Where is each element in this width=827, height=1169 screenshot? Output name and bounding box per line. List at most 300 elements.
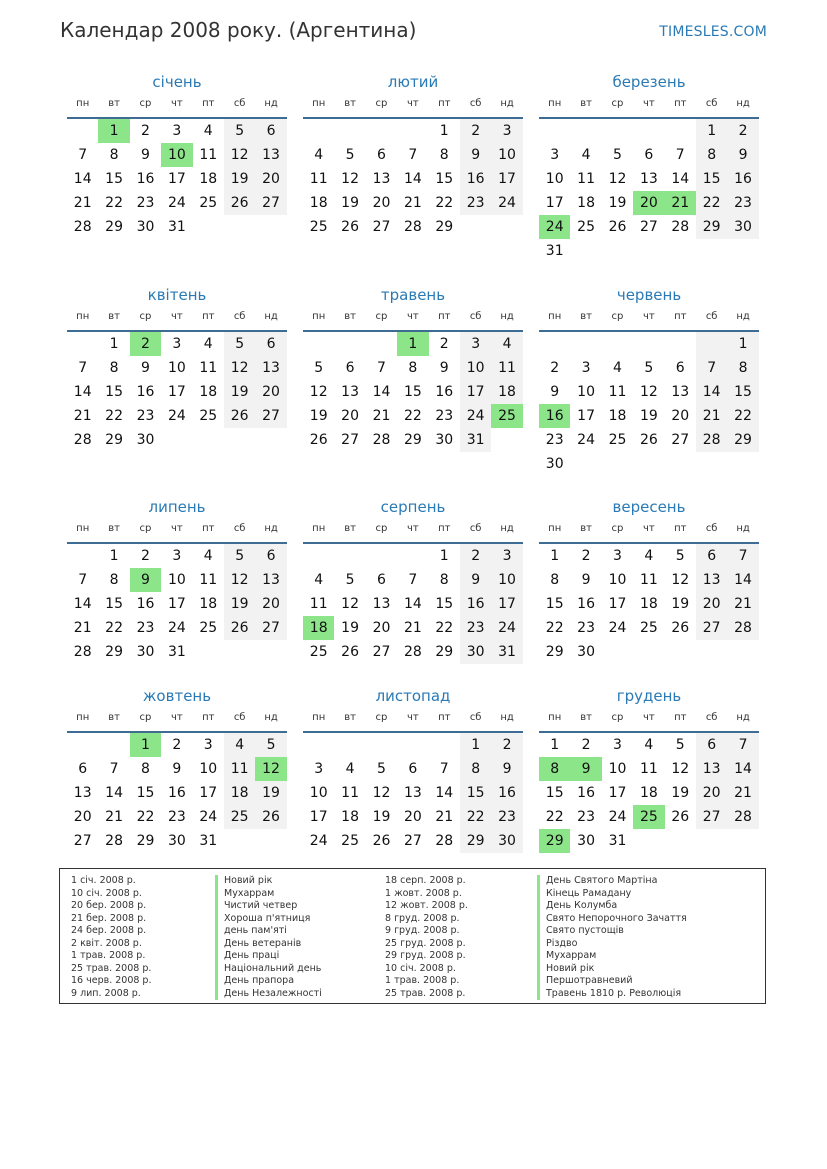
day-cell[interactable]: 4 bbox=[203, 548, 213, 564]
day-cell[interactable]: 4 bbox=[491, 332, 522, 356]
day-cell[interactable]: 25 bbox=[633, 805, 664, 829]
day-cell[interactable]: 16 bbox=[136, 384, 155, 400]
day-cell[interactable]: 30 bbox=[491, 829, 522, 853]
day-cell[interactable]: 10 bbox=[577, 384, 595, 400]
day-cell[interactable]: 29 bbox=[105, 644, 123, 660]
day-cell[interactable]: 13 bbox=[73, 785, 92, 801]
day-cell[interactable]: 27 bbox=[696, 616, 727, 640]
day-cell[interactable]: 17 bbox=[460, 380, 491, 404]
day-cell[interactable]: 11 bbox=[199, 360, 218, 376]
day-cell[interactable]: 18 bbox=[608, 408, 627, 424]
day-cell[interactable]: 21 bbox=[665, 191, 696, 215]
day-cell[interactable]: 9 bbox=[141, 360, 150, 376]
day-cell[interactable]: 12 bbox=[224, 568, 255, 592]
day-cell[interactable]: 2 bbox=[727, 119, 758, 143]
day-cell[interactable]: 18 bbox=[577, 195, 595, 211]
day-cell[interactable]: 25 bbox=[341, 833, 359, 849]
day-cell[interactable]: 12 bbox=[224, 143, 255, 167]
day-cell[interactable]: 27 bbox=[341, 432, 359, 448]
day-cell[interactable]: 24 bbox=[460, 404, 491, 428]
day-cell[interactable]: 19 bbox=[224, 592, 255, 616]
day-cell[interactable]: 6 bbox=[255, 332, 286, 356]
day-cell[interactable]: 1 bbox=[397, 332, 428, 356]
day-cell[interactable]: 29 bbox=[105, 432, 123, 448]
day-cell[interactable]: 21 bbox=[372, 408, 391, 424]
day-cell[interactable]: 23 bbox=[460, 191, 491, 215]
day-cell[interactable]: 13 bbox=[255, 568, 286, 592]
day-cell[interactable]: 23 bbox=[167, 809, 186, 825]
day-cell[interactable]: 29 bbox=[435, 644, 454, 660]
day-cell[interactable]: 9 bbox=[727, 143, 758, 167]
day-cell[interactable]: 28 bbox=[73, 432, 92, 448]
day-cell[interactable]: 1 bbox=[550, 737, 560, 753]
day-cell[interactable]: 5 bbox=[345, 147, 355, 163]
day-cell[interactable]: 2 bbox=[130, 332, 161, 356]
day-cell[interactable]: 9 bbox=[460, 568, 491, 592]
day-cell[interactable]: 5 bbox=[314, 360, 324, 376]
day-cell[interactable]: 19 bbox=[372, 809, 391, 825]
day-cell[interactable]: 9 bbox=[550, 384, 560, 400]
day-cell[interactable]: 6 bbox=[255, 544, 286, 568]
day-cell[interactable]: 18 bbox=[199, 384, 218, 400]
day-cell[interactable]: 1 bbox=[727, 332, 758, 356]
day-cell[interactable]: 16 bbox=[460, 592, 491, 616]
day-cell[interactable]: 10 bbox=[491, 143, 522, 167]
day-cell[interactable]: 13 bbox=[671, 384, 690, 400]
day-cell[interactable]: 2 bbox=[141, 548, 150, 564]
day-cell[interactable]: 4 bbox=[224, 733, 255, 757]
day-cell[interactable]: 27 bbox=[255, 616, 286, 640]
day-cell[interactable]: 19 bbox=[639, 408, 658, 424]
day-cell[interactable]: 12 bbox=[671, 572, 690, 588]
day-cell[interactable]: 3 bbox=[550, 147, 560, 163]
day-cell[interactable]: 28 bbox=[671, 219, 690, 235]
day-cell[interactable]: 22 bbox=[105, 408, 123, 424]
day-cell[interactable]: 11 bbox=[224, 757, 255, 781]
day-cell[interactable]: 14 bbox=[403, 171, 422, 187]
day-cell[interactable]: 26 bbox=[255, 805, 286, 829]
day-cell[interactable]: 7 bbox=[439, 761, 449, 777]
day-cell[interactable]: 5 bbox=[377, 761, 386, 777]
day-cell[interactable]: 23 bbox=[136, 620, 155, 636]
day-cell[interactable]: 14 bbox=[435, 785, 454, 801]
day-cell[interactable]: 10 bbox=[608, 761, 627, 777]
day-cell[interactable]: 24 bbox=[167, 408, 186, 424]
day-cell[interactable]: 28 bbox=[727, 616, 758, 640]
day-cell[interactable]: 25 bbox=[199, 408, 218, 424]
day-cell[interactable]: 1 bbox=[439, 548, 449, 564]
day-cell[interactable]: 25 bbox=[199, 195, 218, 211]
day-cell[interactable]: 5 bbox=[224, 119, 255, 143]
day-cell[interactable]: 2 bbox=[460, 544, 491, 568]
day-cell[interactable]: 30 bbox=[435, 432, 454, 448]
day-cell[interactable]: 3 bbox=[491, 119, 522, 143]
day-cell[interactable]: 17 bbox=[545, 195, 564, 211]
day-cell[interactable]: 15 bbox=[136, 785, 155, 801]
day-cell[interactable]: 27 bbox=[372, 219, 391, 235]
day-cell[interactable]: 20 bbox=[255, 167, 286, 191]
day-cell[interactable]: 22 bbox=[435, 195, 454, 211]
day-cell[interactable]: 30 bbox=[460, 640, 491, 664]
day-cell[interactable]: 11 bbox=[309, 171, 328, 187]
day-cell[interactable]: 21 bbox=[403, 195, 422, 211]
day-cell[interactable]: 28 bbox=[403, 644, 422, 660]
day-cell[interactable]: 7 bbox=[109, 761, 119, 777]
day-cell[interactable]: 2 bbox=[172, 737, 182, 753]
day-cell[interactable]: 14 bbox=[73, 171, 92, 187]
day-cell[interactable]: 24 bbox=[491, 616, 522, 640]
day-cell[interactable]: 2 bbox=[439, 336, 449, 352]
day-cell[interactable]: 18 bbox=[199, 171, 218, 187]
day-cell[interactable]: 25 bbox=[608, 432, 627, 448]
day-cell[interactable]: 3 bbox=[172, 123, 182, 139]
day-cell[interactable]: 29 bbox=[460, 829, 491, 853]
day-cell[interactable]: 7 bbox=[78, 360, 88, 376]
day-cell[interactable]: 20 bbox=[671, 408, 690, 424]
day-cell[interactable]: 6 bbox=[675, 360, 685, 376]
day-cell[interactable]: 15 bbox=[403, 384, 422, 400]
day-cell[interactable]: 13 bbox=[696, 757, 727, 781]
day-cell[interactable]: 8 bbox=[109, 572, 119, 588]
day-cell[interactable]: 16 bbox=[539, 404, 570, 428]
day-cell[interactable]: 4 bbox=[345, 761, 355, 777]
day-cell[interactable]: 9 bbox=[130, 568, 161, 592]
day-cell[interactable]: 31 bbox=[167, 644, 186, 660]
day-cell[interactable]: 26 bbox=[224, 191, 255, 215]
day-cell[interactable]: 8 bbox=[727, 356, 758, 380]
day-cell[interactable]: 4 bbox=[314, 572, 324, 588]
day-cell[interactable]: 17 bbox=[167, 384, 186, 400]
day-cell[interactable]: 26 bbox=[224, 616, 255, 640]
day-cell[interactable]: 17 bbox=[577, 408, 595, 424]
day-cell[interactable]: 29 bbox=[105, 219, 123, 235]
day-cell[interactable]: 29 bbox=[136, 833, 155, 849]
day-cell[interactable]: 24 bbox=[309, 833, 328, 849]
day-cell[interactable]: 16 bbox=[460, 167, 491, 191]
day-cell[interactable]: 20 bbox=[372, 195, 391, 211]
day-cell[interactable]: 20 bbox=[341, 408, 359, 424]
day-cell[interactable]: 17 bbox=[608, 785, 627, 801]
day-cell[interactable]: 15 bbox=[545, 785, 564, 801]
day-cell[interactable]: 7 bbox=[377, 360, 386, 376]
day-cell[interactable]: 21 bbox=[73, 620, 92, 636]
day-cell[interactable]: 12 bbox=[309, 384, 328, 400]
day-cell[interactable]: 17 bbox=[167, 596, 186, 612]
day-cell[interactable]: 31 bbox=[460, 428, 491, 452]
day-cell[interactable]: 14 bbox=[105, 785, 123, 801]
day-cell[interactable]: 23 bbox=[460, 616, 491, 640]
day-cell[interactable]: 14 bbox=[372, 384, 391, 400]
day-cell[interactable]: 18 bbox=[341, 809, 359, 825]
day-cell[interactable]: 24 bbox=[577, 432, 595, 448]
day-cell[interactable]: 19 bbox=[608, 195, 627, 211]
day-cell[interactable]: 23 bbox=[435, 408, 454, 424]
day-cell[interactable]: 26 bbox=[341, 644, 359, 660]
day-cell[interactable]: 26 bbox=[608, 219, 627, 235]
day-cell[interactable]: 5 bbox=[224, 544, 255, 568]
day-cell[interactable]: 21 bbox=[727, 592, 758, 616]
day-cell[interactable]: 15 bbox=[105, 596, 123, 612]
day-cell[interactable]: 16 bbox=[167, 785, 186, 801]
day-cell[interactable]: 28 bbox=[73, 219, 92, 235]
day-cell[interactable]: 23 bbox=[136, 408, 155, 424]
day-cell[interactable]: 30 bbox=[167, 833, 186, 849]
day-cell[interactable]: 5 bbox=[675, 548, 685, 564]
day-cell[interactable]: 14 bbox=[727, 568, 758, 592]
day-cell[interactable]: 21 bbox=[105, 809, 123, 825]
day-cell[interactable]: 2 bbox=[141, 123, 150, 139]
day-cell[interactable]: 15 bbox=[435, 171, 454, 187]
day-cell[interactable]: 22 bbox=[696, 191, 727, 215]
day-cell[interactable]: 26 bbox=[372, 833, 391, 849]
day-cell[interactable]: 27 bbox=[255, 404, 286, 428]
day-cell[interactable]: 16 bbox=[136, 596, 155, 612]
day-cell[interactable]: 18 bbox=[639, 785, 658, 801]
day-cell[interactable]: 15 bbox=[727, 380, 758, 404]
day-cell[interactable]: 2 bbox=[581, 737, 591, 753]
day-cell[interactable]: 22 bbox=[105, 195, 123, 211]
day-cell[interactable]: 1 bbox=[460, 733, 491, 757]
day-cell[interactable]: 30 bbox=[577, 833, 595, 849]
day-cell[interactable]: 13 bbox=[639, 171, 658, 187]
day-cell[interactable]: 28 bbox=[105, 833, 123, 849]
day-cell[interactable]: 7 bbox=[696, 356, 727, 380]
day-cell[interactable]: 16 bbox=[727, 167, 758, 191]
day-cell[interactable]: 25 bbox=[309, 219, 328, 235]
day-cell[interactable]: 25 bbox=[309, 644, 328, 660]
day-cell[interactable]: 4 bbox=[314, 147, 324, 163]
day-cell[interactable]: 7 bbox=[408, 147, 418, 163]
day-cell[interactable]: 20 bbox=[696, 592, 727, 616]
day-cell[interactable]: 3 bbox=[314, 761, 324, 777]
day-cell[interactable]: 24 bbox=[167, 195, 186, 211]
day-cell[interactable]: 8 bbox=[539, 757, 570, 781]
day-cell[interactable]: 23 bbox=[577, 620, 595, 636]
day-cell[interactable]: 27 bbox=[255, 191, 286, 215]
day-cell[interactable]: 15 bbox=[696, 167, 727, 191]
day-cell[interactable]: 9 bbox=[570, 757, 601, 781]
day-cell[interactable]: 11 bbox=[577, 171, 595, 187]
day-cell[interactable]: 13 bbox=[696, 568, 727, 592]
day-cell[interactable]: 24 bbox=[491, 191, 522, 215]
day-cell[interactable]: 27 bbox=[696, 805, 727, 829]
day-cell[interactable]: 27 bbox=[372, 644, 391, 660]
day-cell[interactable]: 30 bbox=[545, 456, 564, 472]
day-cell[interactable]: 23 bbox=[727, 191, 758, 215]
day-cell[interactable]: 8 bbox=[141, 761, 150, 777]
day-cell[interactable]: 16 bbox=[491, 781, 522, 805]
day-cell[interactable]: 5 bbox=[644, 360, 654, 376]
day-cell[interactable]: 11 bbox=[608, 384, 627, 400]
day-cell[interactable]: 13 bbox=[255, 356, 286, 380]
day-cell[interactable]: 11 bbox=[639, 761, 658, 777]
day-cell[interactable]: 27 bbox=[671, 432, 690, 448]
day-cell[interactable]: 5 bbox=[613, 147, 622, 163]
day-cell[interactable]: 30 bbox=[136, 432, 155, 448]
day-cell[interactable]: 8 bbox=[439, 572, 449, 588]
day-cell[interactable]: 10 bbox=[167, 572, 186, 588]
day-cell[interactable]: 14 bbox=[727, 757, 758, 781]
day-cell[interactable]: 22 bbox=[435, 620, 454, 636]
day-cell[interactable]: 30 bbox=[136, 644, 155, 660]
day-cell[interactable]: 8 bbox=[696, 143, 727, 167]
day-cell[interactable]: 9 bbox=[141, 147, 150, 163]
day-cell[interactable]: 14 bbox=[696, 380, 727, 404]
day-cell[interactable]: 28 bbox=[372, 432, 391, 448]
day-cell[interactable]: 13 bbox=[255, 143, 286, 167]
day-cell[interactable]: 3 bbox=[172, 548, 182, 564]
day-cell[interactable]: 27 bbox=[73, 833, 92, 849]
day-cell[interactable]: 23 bbox=[577, 809, 595, 825]
day-cell[interactable]: 1 bbox=[109, 548, 119, 564]
day-cell[interactable]: 29 bbox=[545, 644, 564, 660]
day-cell[interactable]: 1 bbox=[696, 119, 727, 143]
day-cell[interactable]: 16 bbox=[136, 171, 155, 187]
day-cell[interactable]: 26 bbox=[639, 432, 658, 448]
day-cell[interactable]: 10 bbox=[309, 785, 328, 801]
day-cell[interactable]: 20 bbox=[633, 191, 664, 215]
day-cell[interactable]: 13 bbox=[341, 384, 359, 400]
day-cell[interactable]: 15 bbox=[105, 384, 123, 400]
day-cell[interactable]: 11 bbox=[639, 572, 658, 588]
day-cell[interactable]: 26 bbox=[671, 620, 690, 636]
day-cell[interactable]: 1 bbox=[130, 733, 161, 757]
day-cell[interactable]: 1 bbox=[109, 336, 119, 352]
day-cell[interactable]: 10 bbox=[545, 171, 564, 187]
day-cell[interactable]: 19 bbox=[224, 380, 255, 404]
day-cell[interactable]: 5 bbox=[255, 733, 286, 757]
day-cell[interactable]: 21 bbox=[696, 404, 727, 428]
day-cell[interactable]: 10 bbox=[608, 572, 627, 588]
day-cell[interactable]: 5 bbox=[224, 332, 255, 356]
day-cell[interactable]: 18 bbox=[199, 596, 218, 612]
day-cell[interactable]: 16 bbox=[435, 384, 454, 400]
day-cell[interactable]: 1 bbox=[439, 123, 449, 139]
day-cell[interactable]: 29 bbox=[403, 432, 422, 448]
day-cell[interactable]: 7 bbox=[727, 733, 758, 757]
day-cell[interactable]: 26 bbox=[671, 809, 690, 825]
day-cell[interactable]: 30 bbox=[727, 215, 758, 239]
day-cell[interactable]: 12 bbox=[671, 761, 690, 777]
day-cell[interactable]: 9 bbox=[491, 757, 522, 781]
day-cell[interactable]: 16 bbox=[577, 596, 595, 612]
day-cell[interactable]: 4 bbox=[644, 737, 654, 753]
day-cell[interactable]: 4 bbox=[203, 336, 213, 352]
day-cell[interactable]: 10 bbox=[491, 568, 522, 592]
day-cell[interactable]: 8 bbox=[408, 360, 418, 376]
day-cell[interactable]: 10 bbox=[199, 761, 218, 777]
day-cell[interactable]: 11 bbox=[199, 147, 218, 163]
day-cell[interactable]: 18 bbox=[639, 596, 658, 612]
day-cell[interactable]: 26 bbox=[309, 432, 328, 448]
day-cell[interactable]: 22 bbox=[136, 809, 155, 825]
day-cell[interactable]: 6 bbox=[377, 147, 386, 163]
day-cell[interactable]: 4 bbox=[581, 147, 591, 163]
day-cell[interactable]: 29 bbox=[435, 219, 454, 235]
day-cell[interactable]: 1 bbox=[550, 548, 560, 564]
day-cell[interactable]: 20 bbox=[403, 809, 422, 825]
day-cell[interactable]: 18 bbox=[224, 781, 255, 805]
day-cell[interactable]: 11 bbox=[199, 572, 218, 588]
day-cell[interactable]: 22 bbox=[545, 620, 564, 636]
day-cell[interactable]: 24 bbox=[539, 215, 570, 239]
day-cell[interactable]: 22 bbox=[545, 809, 564, 825]
day-cell[interactable]: 31 bbox=[545, 243, 564, 259]
day-cell[interactable]: 13 bbox=[372, 171, 391, 187]
day-cell[interactable]: 8 bbox=[109, 360, 119, 376]
day-cell[interactable]: 23 bbox=[136, 195, 155, 211]
day-cell[interactable]: 12 bbox=[341, 596, 359, 612]
day-cell[interactable]: 11 bbox=[491, 356, 522, 380]
day-cell[interactable]: 8 bbox=[460, 757, 491, 781]
day-cell[interactable]: 2 bbox=[550, 360, 560, 376]
day-cell[interactable]: 14 bbox=[403, 596, 422, 612]
day-cell[interactable]: 6 bbox=[345, 360, 355, 376]
day-cell[interactable]: 3 bbox=[491, 544, 522, 568]
day-cell[interactable]: 21 bbox=[727, 781, 758, 805]
day-cell[interactable]: 12 bbox=[224, 356, 255, 380]
day-cell[interactable]: 21 bbox=[435, 809, 454, 825]
day-cell[interactable]: 3 bbox=[613, 737, 622, 753]
day-cell[interactable]: 3 bbox=[460, 332, 491, 356]
day-cell[interactable]: 2 bbox=[581, 548, 591, 564]
day-cell[interactable]: 31 bbox=[608, 833, 627, 849]
day-cell[interactable]: 28 bbox=[727, 805, 758, 829]
day-cell[interactable]: 5 bbox=[345, 572, 355, 588]
day-cell[interactable]: 19 bbox=[671, 785, 690, 801]
day-cell[interactable]: 3 bbox=[613, 548, 622, 564]
day-cell[interactable]: 16 bbox=[577, 785, 595, 801]
day-cell[interactable]: 29 bbox=[696, 215, 727, 239]
day-cell[interactable]: 6 bbox=[78, 761, 88, 777]
day-cell[interactable]: 15 bbox=[435, 596, 454, 612]
day-cell[interactable]: 4 bbox=[613, 360, 622, 376]
day-cell[interactable]: 19 bbox=[309, 408, 328, 424]
day-cell[interactable]: 18 bbox=[309, 195, 328, 211]
day-cell[interactable]: 6 bbox=[644, 147, 654, 163]
day-cell[interactable]: 11 bbox=[309, 596, 328, 612]
day-cell[interactable]: 22 bbox=[105, 620, 123, 636]
day-cell[interactable]: 7 bbox=[408, 572, 418, 588]
day-cell[interactable]: 9 bbox=[439, 360, 449, 376]
day-cell[interactable]: 14 bbox=[73, 596, 92, 612]
day-cell[interactable]: 25 bbox=[577, 219, 595, 235]
day-cell[interactable]: 17 bbox=[608, 596, 627, 612]
day-cell[interactable]: 26 bbox=[341, 219, 359, 235]
day-cell[interactable]: 22 bbox=[727, 404, 758, 428]
day-cell[interactable]: 8 bbox=[550, 572, 560, 588]
day-cell[interactable]: 20 bbox=[73, 809, 92, 825]
day-cell[interactable]: 21 bbox=[73, 408, 92, 424]
day-cell[interactable]: 21 bbox=[403, 620, 422, 636]
day-cell[interactable]: 13 bbox=[372, 596, 391, 612]
day-cell[interactable]: 19 bbox=[255, 781, 286, 805]
day-cell[interactable]: 2 bbox=[460, 119, 491, 143]
day-cell[interactable]: 22 bbox=[460, 805, 491, 829]
day-cell[interactable]: 25 bbox=[224, 805, 255, 829]
day-cell[interactable]: 6 bbox=[408, 761, 418, 777]
day-cell[interactable]: 7 bbox=[78, 147, 88, 163]
day-cell[interactable]: 30 bbox=[136, 219, 155, 235]
day-cell[interactable]: 31 bbox=[167, 219, 186, 235]
day-cell[interactable]: 12 bbox=[341, 171, 359, 187]
day-cell[interactable]: 29 bbox=[539, 829, 570, 853]
day-cell[interactable]: 5 bbox=[675, 737, 685, 753]
day-cell[interactable]: 10 bbox=[460, 356, 491, 380]
day-cell[interactable]: 20 bbox=[255, 380, 286, 404]
day-cell[interactable]: 28 bbox=[435, 833, 454, 849]
site-link[interactable]: TIMESLES.COM bbox=[659, 24, 767, 40]
